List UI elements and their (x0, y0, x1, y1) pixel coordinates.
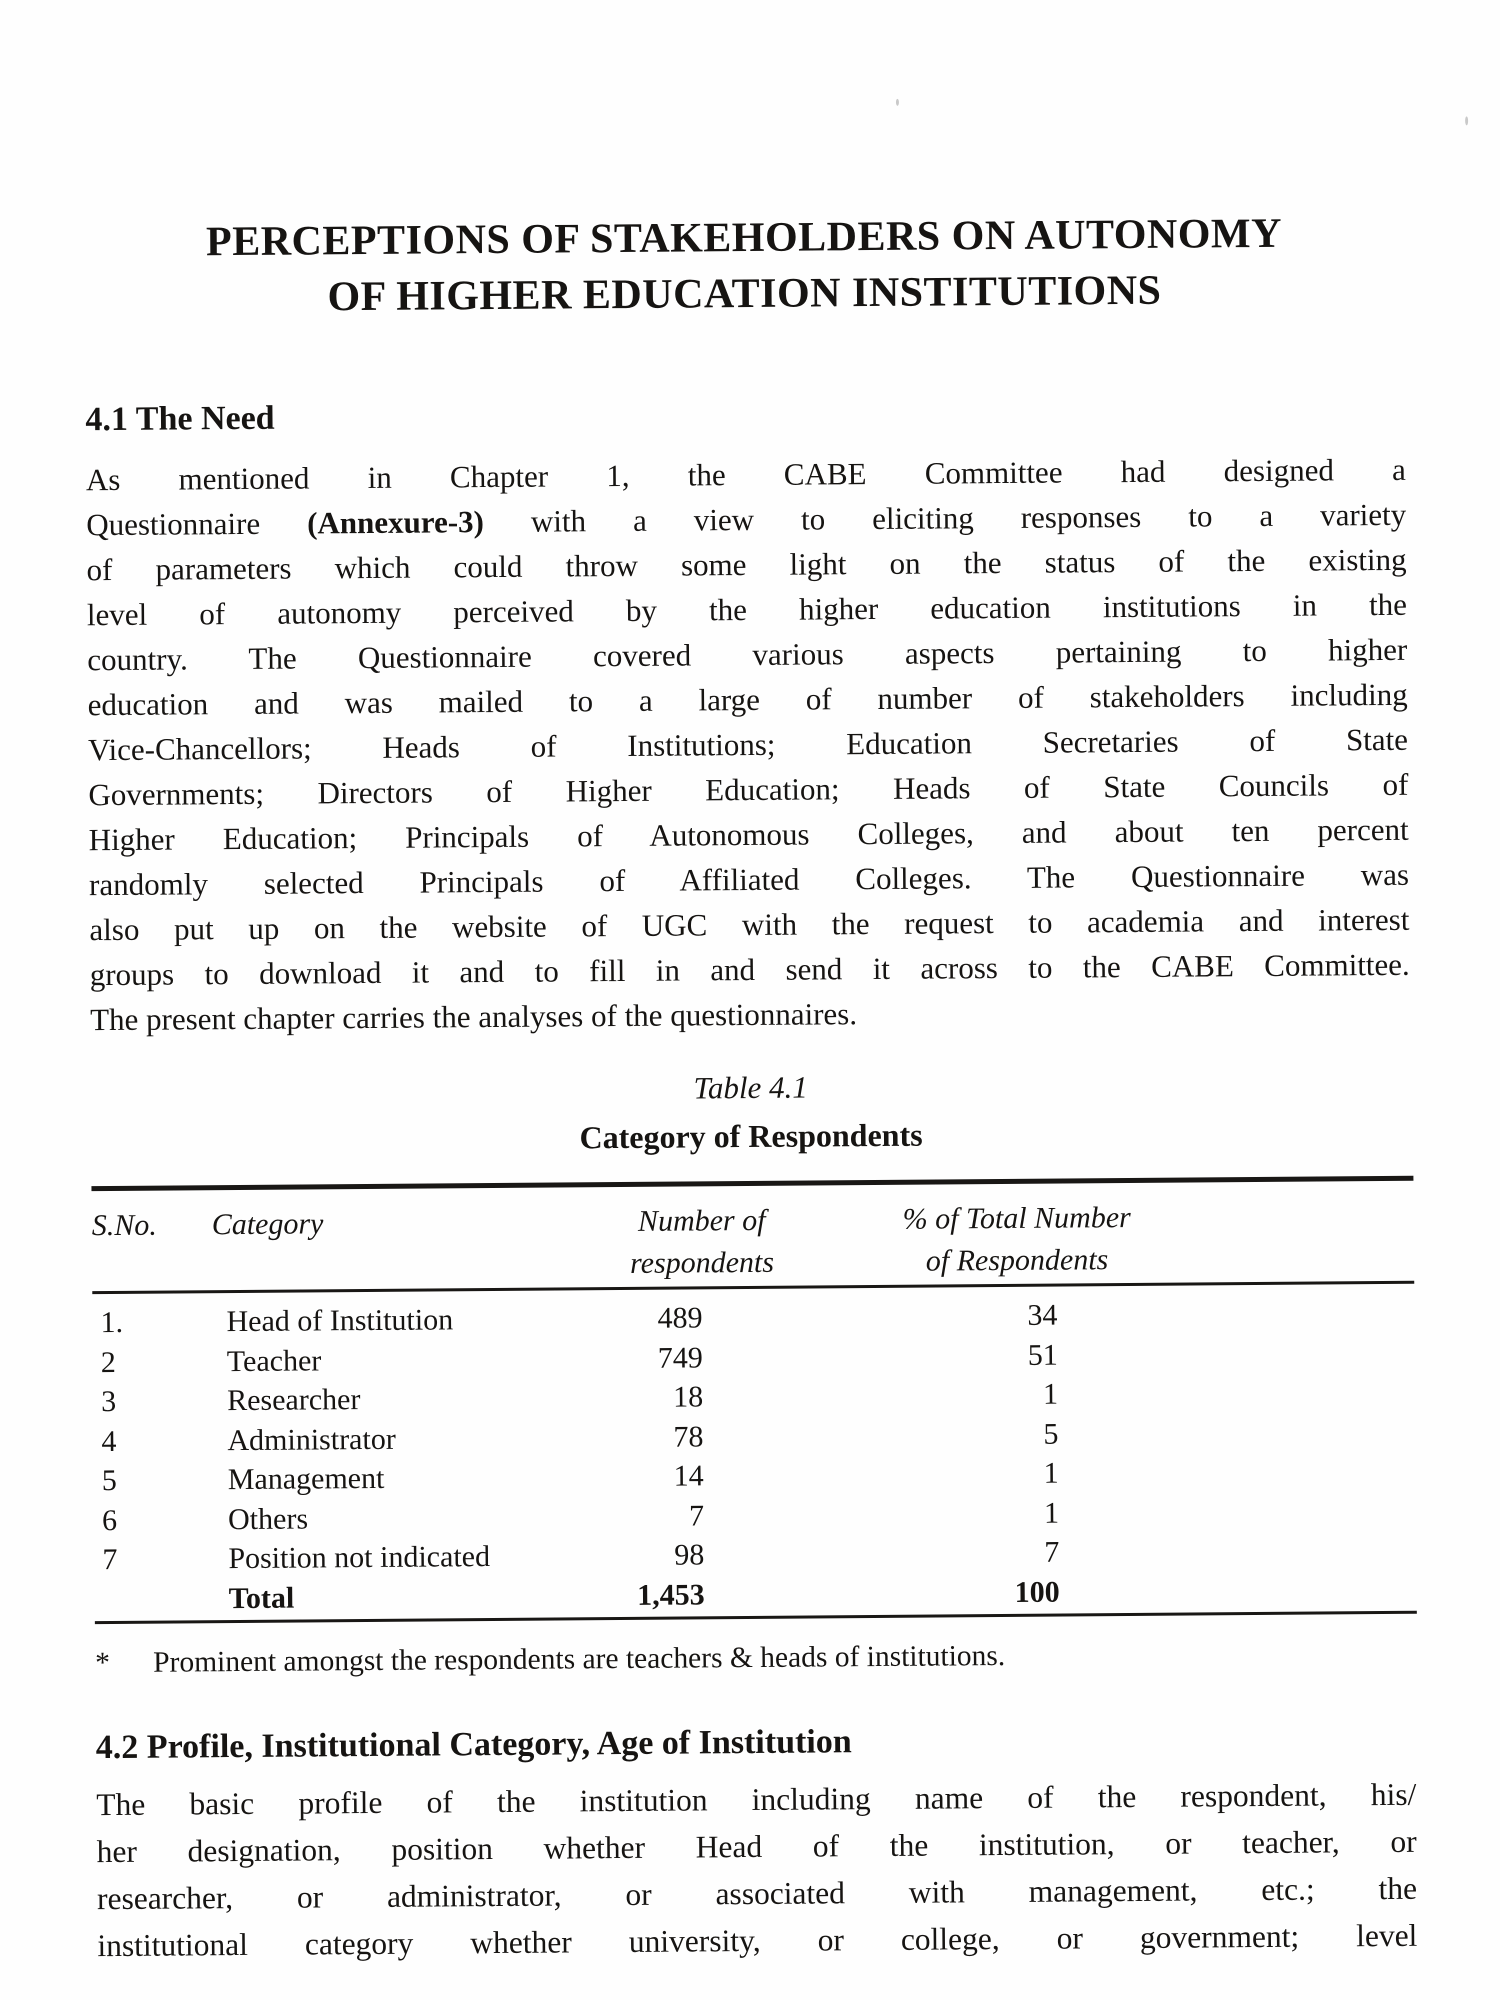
section-4-1-heading: 4.1 The Need (85, 399, 275, 439)
cell-number: 7 (688, 1498, 705, 1532)
paragraph-line: institutional category whether university, or college, or government; level (97, 1917, 1418, 1964)
cell-spacer (1183, 1411, 1413, 1452)
column-header-number-line2: respondents (629, 1245, 775, 1280)
cell-percent: 5 (1043, 1417, 1059, 1451)
paragraph-line: also put up on the website of UGC with the request to academia and interest (89, 901, 1410, 948)
column-header-percent-line1: % of Total Number (902, 1201, 1131, 1236)
cell-spacer (1184, 1490, 1414, 1531)
cell-category: Teacher (226, 1343, 322, 1378)
scan-speck (1465, 116, 1468, 125)
cell-number: 18 (672, 1380, 704, 1414)
section-4-2-heading: 4.2 Profile, Institutional Category, Age of Institution (95, 1723, 852, 1767)
cell-percent: 1 (1042, 1377, 1059, 1411)
cell-sno: 3 (101, 1384, 117, 1419)
column-header-number (552, 1199, 853, 1285)
paragraph-line: randomly selected Principals of Affiliated Colleges. The Questionnaire was (88, 856, 1410, 903)
chapter-title (0, 204, 1495, 328)
paragraph-line: The basic profile of the institution including name of the respondent, his/ (96, 1776, 1417, 1823)
cell-number: 489 (657, 1301, 703, 1335)
cell-category: Position not indicated (228, 1540, 491, 1576)
paragraph-line: researcher, or administrator, or associated with management, etc.; the (96, 1870, 1418, 1917)
paragraph-line: her designation, position whether Head of the institution, or teacher, or (96, 1823, 1417, 1870)
cell-spacer (1184, 1569, 1414, 1610)
paragraph-line: of parameters which could throw some light on the status of the existing (86, 541, 1407, 588)
cell-category: Management (227, 1461, 385, 1497)
cell-category: Administrator (227, 1422, 396, 1457)
table-caption-number: Table 4.1 (693, 1069, 808, 1106)
section-4-1-paragraph (86, 447, 1411, 1042)
cell-sno: 2 (100, 1345, 116, 1379)
cell-spacer (1183, 1372, 1413, 1413)
cell-number: 98 (674, 1538, 705, 1572)
paragraph-line: The present chapter carries the analyses of the questionnaires. (89, 996, 858, 1038)
cell-spacer (1184, 1530, 1414, 1571)
table-footnote (95, 1633, 1415, 1683)
cell-number: 14 (673, 1459, 704, 1493)
table-header-row (92, 1195, 1413, 1289)
paragraph-line: groups to download it and to fill in and send it across to the CABE Committee. (89, 946, 1410, 993)
cell-sno: 5 (101, 1463, 117, 1498)
table-caption-title: Category of Respondents (579, 1116, 923, 1156)
column-header-percent (852, 1197, 1183, 1284)
scan-speck (896, 99, 899, 106)
paragraph-line: Governments; Directors of Higher Education; Heads of State Councils of (88, 766, 1409, 813)
table-rule-top (91, 1176, 1413, 1191)
line-text: with a view to eliciting responses to a variety (483, 496, 1407, 540)
footnote-text: Prominent amongst the respondents are teachers & heads of institutions. (153, 1640, 1006, 1679)
cell-sno: 4 (101, 1424, 117, 1458)
cell-percent: 34 (1027, 1298, 1058, 1332)
cell-category: Head of Institution (226, 1303, 454, 1339)
chapter-title-line2: OF HIGHER EDUCATION INSTITUTIONS (327, 267, 1162, 321)
cell-sno: 7 (102, 1542, 118, 1577)
column-header-category: Category (211, 1207, 324, 1242)
column-header-sno: S.No. (91, 1208, 157, 1243)
section-4-2-paragraph (96, 1771, 1417, 1969)
column-header-number-line1: Number of (637, 1203, 766, 1238)
cell-spacer (1183, 1332, 1413, 1373)
column-header-spacer (1182, 1195, 1413, 1281)
cell-percent: 100 (1014, 1575, 1060, 1609)
annexure-ref: (Annexure-3) (306, 504, 485, 541)
cell-percent: 7 (1044, 1535, 1060, 1569)
cell-spacer (1184, 1451, 1414, 1492)
cell-sno (95, 1579, 215, 1619)
cell-category: Others (227, 1501, 309, 1536)
cell-category: Total (228, 1581, 295, 1615)
paragraph-line: Higher Education; Principals of Autonomous Colleges, and about ten percent (88, 811, 1409, 858)
paragraph-line: education and was mailed to a large of number of stakeholders including (87, 676, 1408, 723)
cell-percent: 1 (1043, 1496, 1060, 1530)
paragraph-line: level of autonomy perceived by the higher education institutions in the (86, 586, 1408, 633)
cell-spacer (1182, 1293, 1412, 1334)
column-header-percent-line2: of Respondents (925, 1243, 1109, 1278)
cell-percent: 1 (1043, 1456, 1059, 1490)
table-body (92, 1293, 1414, 1619)
cell-percent: 51 (1027, 1338, 1058, 1372)
paragraph-line: country. The Questionnaire covered various aspects pertaining to higher (87, 631, 1408, 678)
line-text: Questionnaire (86, 505, 308, 543)
cell-number: 1,453 (637, 1577, 705, 1612)
cell-number: 749 (657, 1340, 703, 1375)
chapter-title-line1: PERCEPTIONS OF STAKEHOLDERS ON AUTONOMY (205, 210, 1283, 266)
cell-sno: 6 (101, 1503, 118, 1537)
cell-category: Researcher (227, 1383, 361, 1418)
cell-number: 78 (673, 1419, 704, 1454)
paragraph-line: As mentioned in Chapter 1, the CABE Committee had designed a (85, 451, 1406, 498)
cell-sno: 1. (100, 1305, 124, 1340)
footnote-asterisk: * (95, 1647, 111, 1680)
paragraph-line: Vice-Chancellors; Heads of Institutions; Education Secretaries of State (87, 721, 1409, 768)
